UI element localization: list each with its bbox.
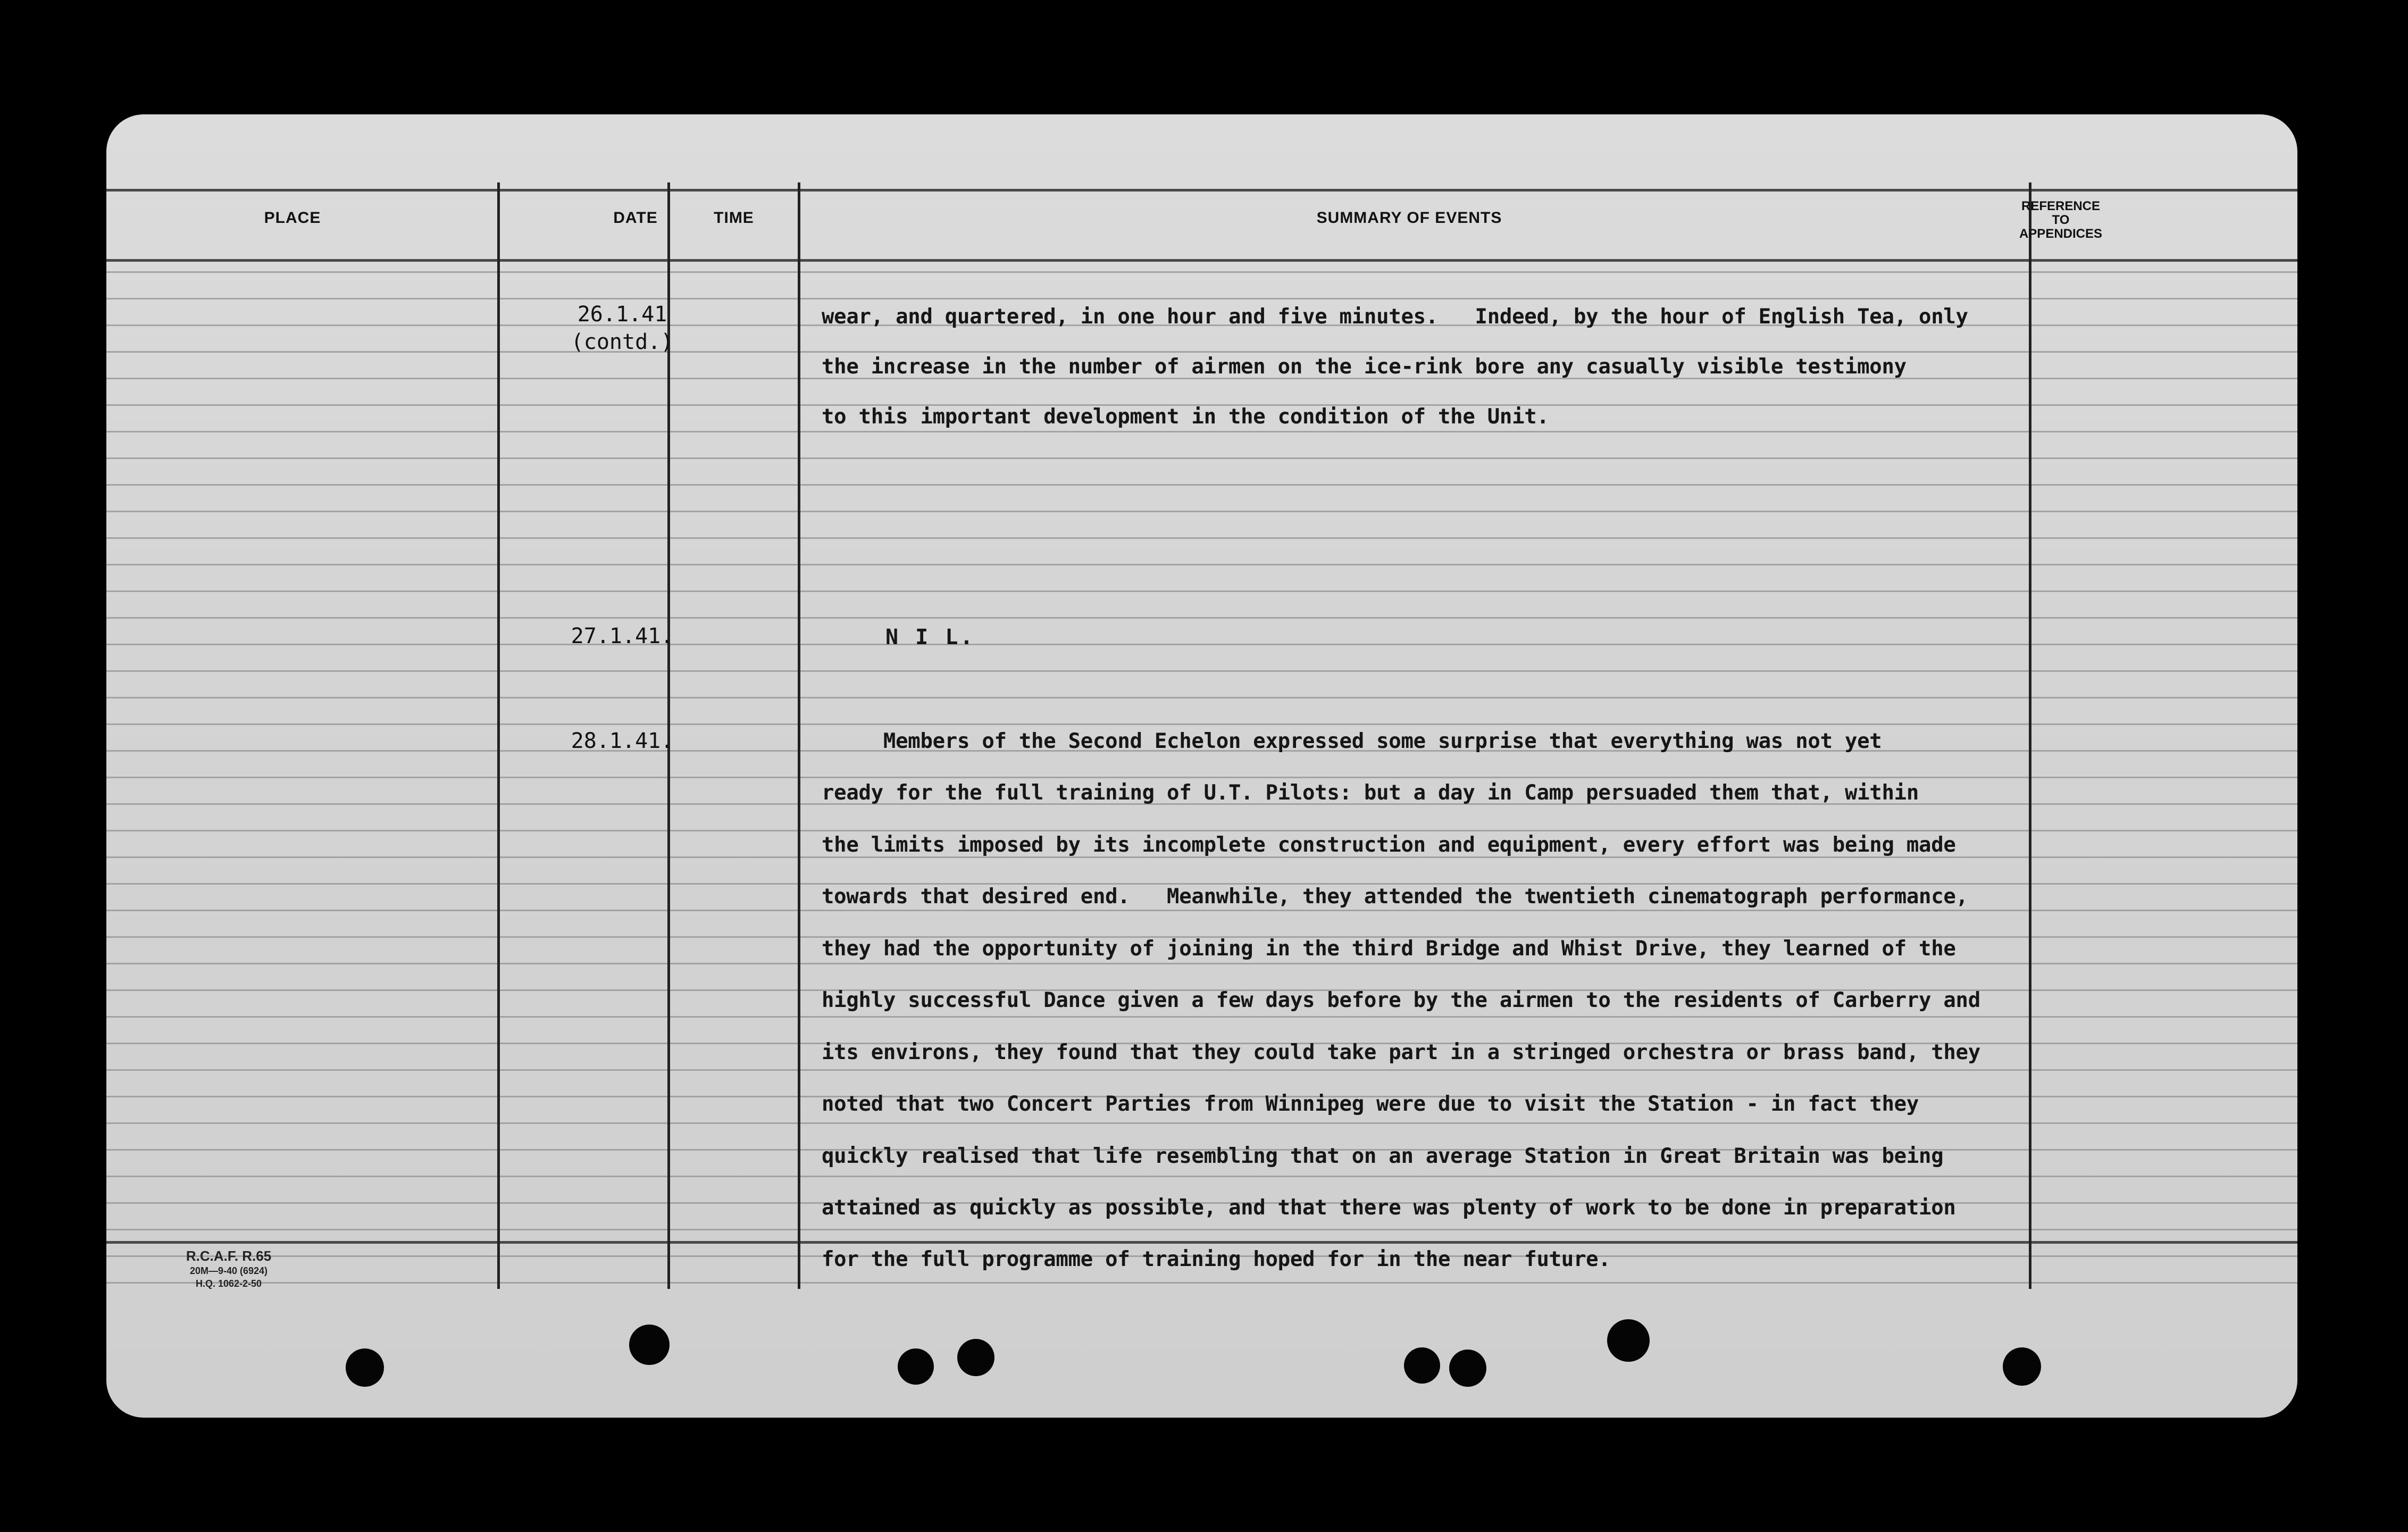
header-place: PLACE (264, 209, 321, 227)
header-summary: SUMMARY OF EVENTS (1316, 209, 1502, 227)
text-line: Members of the Second Echelon expressed some surprise that everything was not yet (822, 729, 1882, 753)
text-line: ready for the full training of U.T. Pilots: but a day in Camp persuaded them that, within (822, 781, 1919, 805)
header-time: TIME (714, 209, 754, 227)
form-print-run: 20M—9-40 (6924) (189, 1265, 268, 1276)
text-line: attained as quickly as possible, and that there was plenty of work to be done in preparation (822, 1196, 1956, 1220)
entry-date-note: (contd.) (571, 330, 674, 354)
text-line: to this important development in the condition of the Unit. (822, 405, 1549, 429)
entry-date-value: 27.1.41. (571, 624, 674, 648)
header-reference-line2: TO (2052, 213, 2070, 227)
text-line: towards that desired end. Meanwhile, they attended the twentieth cinematograph performance, (822, 885, 1968, 909)
text-line: the increase in the number of airmen on the ice-rink bore any casually visible testimony (822, 355, 1907, 379)
punch-hole (629, 1325, 670, 1365)
punch-hole (1449, 1350, 1486, 1387)
text-line: highly successful Dance given a few days before by the airmen to the residents of Carberry and (822, 988, 1980, 1012)
entry-date (511, 622, 734, 650)
text-line: quickly realised that life resembling that on an average Station in Great Britain was being (822, 1144, 1944, 1168)
text-line: wear, and quartered, in one hour and five minutes. Indeed, by the hour of English Tea, only (822, 305, 1968, 329)
header-date: DATE (613, 209, 658, 227)
diary-card (106, 114, 2297, 1418)
form-identifier (154, 1247, 303, 1290)
text-line: noted that two Concert Parties from Winnipeg were due to visit the Station - in fact they (822, 1092, 1919, 1116)
column-divider-time-summary (798, 182, 800, 1289)
text-line: the limits imposed by its incomplete construction and equipment, every effort was being made (822, 833, 1956, 857)
entry-date-value: 28.1.41. (571, 729, 674, 753)
header-bottom-line (106, 259, 2297, 262)
header-top-line (106, 189, 2297, 192)
header-reference-line1: REFERENCE (2021, 199, 2101, 213)
text-line: its environs, they found that they could take part in a stringed orchestra or brass band, they (822, 1040, 1980, 1064)
punch-hole (346, 1348, 384, 1387)
punch-hole (1404, 1347, 1440, 1384)
punch-hole (2003, 1347, 2041, 1386)
entry-date (511, 301, 734, 356)
column-divider-summary-reference (2029, 182, 2031, 1289)
form-hq-reference: H.Q. 1062-2-50 (195, 1278, 262, 1289)
footer-line (106, 1241, 2297, 1244)
form-number: R.C.A.F. R.65 (186, 1248, 272, 1264)
text-line: for the full programme of training hoped for in the near future. (822, 1247, 1611, 1271)
nil-entry: N I L. (885, 625, 975, 650)
entry-date (511, 727, 734, 755)
text-line: they had the opportunity of joining in the third Bridge and Whist Drive, they learned of the (822, 937, 1956, 961)
punch-hole (957, 1339, 994, 1376)
header-reference (1984, 199, 2138, 241)
punch-hole (1607, 1319, 1650, 1362)
header-reference-line3: APPENDICES (2019, 227, 2103, 241)
column-divider-place-date (497, 182, 500, 1289)
entry-date-value: 26.1.41 (577, 302, 667, 327)
punch-hole (898, 1348, 934, 1385)
